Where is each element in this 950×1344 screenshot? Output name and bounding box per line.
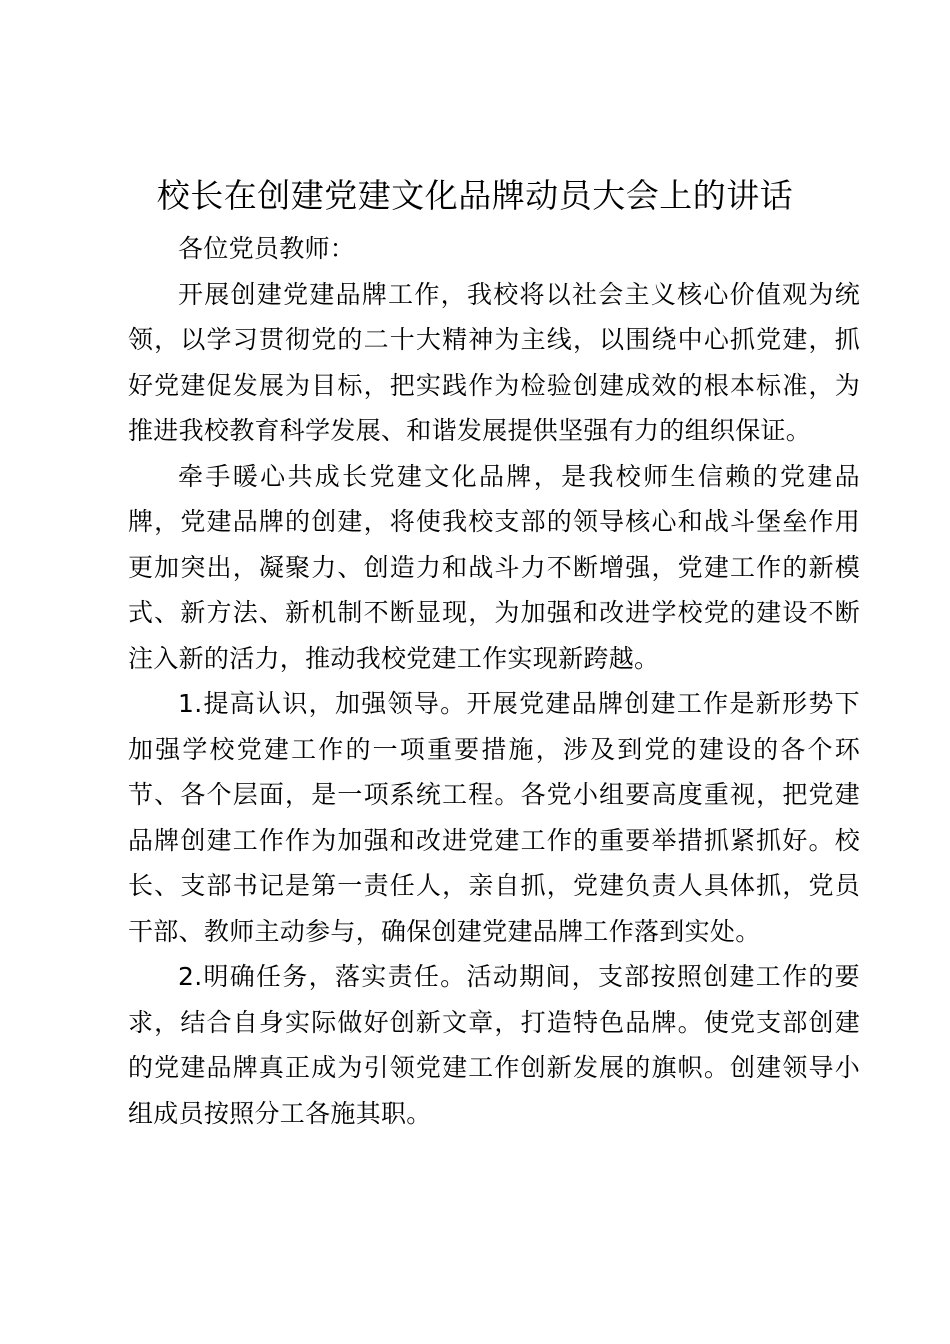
paragraph-point-2: 2.明确任务，落实责任。活动期间，支部按照创建工作的要求，结合自身实际做好创新文章，打造特色品牌。使党支部创建的党建品牌真正成为引领党建工作创新发展的旗帜。创建领导小组成员按照分工各施其职。 — [128, 962, 860, 1128]
paragraph-brand: 牵手暖心共成长党建文化品牌，是我校师生信赖的党建品牌，党建品牌的创建，将使我校支部的领导核心和战斗堡垒作用更加突出，凝聚力、创造力和战斗力不断增强，党建工作的新模式、新方法、新机制不断显现，为加强和改进学校党的建设不断注入新的活力，推动我校党建工作实现新跨越。 — [128, 461, 860, 673]
document-body — [128, 226, 860, 1136]
paragraph-intro: 开展创建党建品牌工作，我校将以社会主义核心价值观为统领，以学习贯彻党的二十大精神为主线，以围绕中心抓党建，抓好党建促发展为目标，把实践作为检验创建成效的根本标准，为推进我校教育科学发展、和谐发展提供坚强有力的组织保证。 — [128, 279, 860, 445]
paragraph-point-1: 1.提高认识，加强领导。开展党建品牌创建工作是新形势下加强学校党建工作的一项重要措施，涉及到党的建设的各个环节、各个层面，是一项系统工程。各党小组要高度重视，把党建品牌创建工作作为加强和改进党建工作的重要举措抓紧抓好。校长、支部书记是第一责任人，亲自抓，党建负责人具体抓，党员干部、教师主动参与，确保创建党建品牌工作落到实处。 — [128, 689, 860, 946]
document-title: 校长在创建党建文化品牌动员大会上的讲话 — [156, 176, 794, 215]
salutation: 各位党员教师： — [178, 234, 356, 263]
